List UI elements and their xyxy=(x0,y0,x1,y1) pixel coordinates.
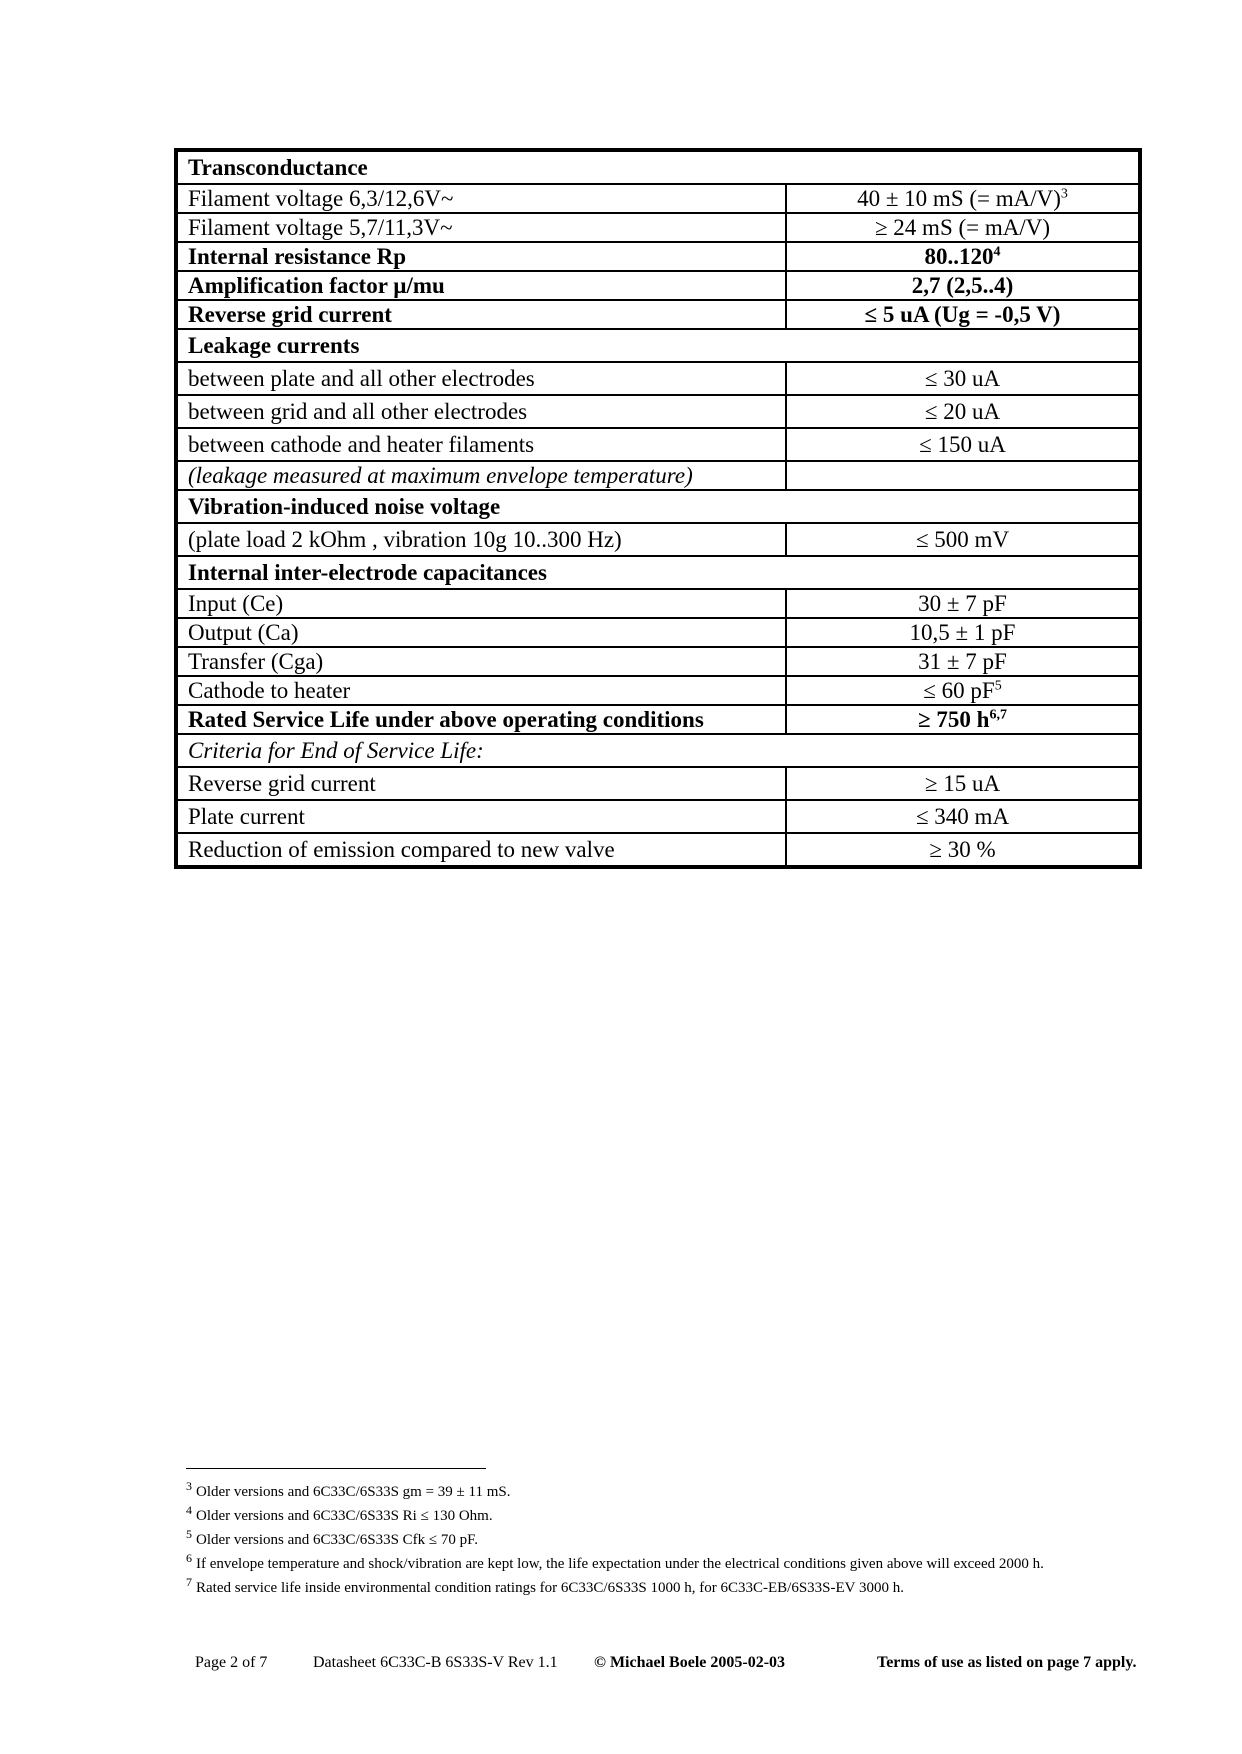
row-value xyxy=(786,676,1140,705)
footnote-number: 3 xyxy=(186,1479,192,1493)
row-label: Input (Ce) xyxy=(176,589,786,618)
footnote-text: Older versions and 6C33C/6S33S gm = 39 ± 11 mS. xyxy=(196,1484,511,1500)
row-value-text: ≤ 500 mV xyxy=(915,526,1010,552)
spec-table-body xyxy=(176,150,1140,867)
row-label: Cathode to heater xyxy=(176,676,786,705)
footnote-number: 7 xyxy=(186,1575,192,1589)
row-value xyxy=(786,184,1140,213)
row-label: Reduction of emission compared to new valve xyxy=(176,833,786,867)
row-value-text: 30 ± 7 pF xyxy=(918,590,1007,616)
footer-document-title: Datasheet 6C33C-B 6S33S-V Rev 1.1 xyxy=(313,1654,558,1671)
row-label: between grid and all other electrodes xyxy=(176,395,786,428)
row-value xyxy=(786,362,1140,395)
row-label: Plate current xyxy=(176,800,786,833)
table-row xyxy=(176,705,1140,734)
row-value xyxy=(786,395,1140,428)
footnote-reference: 4 xyxy=(993,243,1001,259)
table-row xyxy=(176,556,1140,589)
footnote xyxy=(186,1576,1176,1600)
row-value xyxy=(786,647,1140,676)
table-row xyxy=(176,618,1140,647)
row-value xyxy=(786,271,1140,300)
table-row xyxy=(176,523,1140,556)
row-value xyxy=(786,523,1140,556)
row-label: Rated Service Life under above operating conditions xyxy=(176,705,786,734)
row-label: Amplification factor µ/mu xyxy=(176,271,786,300)
row-value-text: 2,7 (2,5..4) xyxy=(911,272,1014,298)
footnote xyxy=(186,1504,1176,1528)
row-value-text: ≤ 150 uA xyxy=(919,431,1006,457)
row-value xyxy=(786,428,1140,461)
row-label: Internal resistance Rp xyxy=(176,242,786,271)
row-value xyxy=(786,767,1140,800)
table-row xyxy=(176,833,1140,867)
table-row xyxy=(176,589,1140,618)
footnote-separator xyxy=(186,1468,486,1469)
row-value xyxy=(786,800,1140,833)
footnote-text: If envelope temperature and shock/vibration are kept low, the life expectation under the electrical conditions given above will exceed 2000 h. xyxy=(196,1556,1044,1572)
table-row xyxy=(176,213,1140,242)
footnote-reference: 5 xyxy=(994,677,1002,693)
table-row xyxy=(176,676,1140,705)
row-value xyxy=(786,705,1140,734)
row-value-text: ≤ 60 pF xyxy=(923,677,995,703)
row-value-text: 31 ± 7 pF xyxy=(918,648,1007,674)
footnote xyxy=(186,1528,1176,1552)
table-row xyxy=(176,362,1140,395)
row-value xyxy=(786,618,1140,647)
row-value-text: ≤ 340 mA xyxy=(915,803,1010,829)
table-row xyxy=(176,300,1140,329)
row-label: (leakage measured at maximum envelope temperature) xyxy=(176,461,786,490)
row-label: (plate load 2 kOhm , vibration 10g 10..300 Hz) xyxy=(176,523,786,556)
table-row xyxy=(176,150,1140,184)
footnote-text: Older versions and 6C33C/6S33S Ri ≤ 130 Ohm. xyxy=(196,1508,493,1524)
footer-page-number: Page 2 of 7 xyxy=(195,1654,268,1671)
table-row xyxy=(176,767,1140,800)
footnotes xyxy=(186,1480,1176,1600)
row-value-text: ≥ 15 uA xyxy=(924,770,1001,796)
table-row xyxy=(176,184,1140,213)
row-label: between cathode and heater filaments xyxy=(176,428,786,461)
footer-copyright: © Michael Boele 2005-02-03 xyxy=(594,1654,786,1671)
footnote-reference: 3 xyxy=(1060,185,1068,201)
table-row xyxy=(176,242,1140,271)
spec-table xyxy=(174,148,1142,869)
row-label: Leakage currents xyxy=(176,329,1140,362)
footnote-number: 6 xyxy=(186,1551,192,1565)
row-value-text: 10,5 ± 1 pF xyxy=(909,619,1016,645)
table-row xyxy=(176,329,1140,362)
row-value xyxy=(786,833,1140,867)
row-value-text: 40 ± 10 mS (= mA/V) xyxy=(857,185,1061,211)
row-value xyxy=(786,213,1140,242)
row-label: Filament voltage 5,7/11,3V~ xyxy=(176,213,786,242)
table-row xyxy=(176,490,1140,523)
table-row xyxy=(176,395,1140,428)
row-value-text: ≤ 5 uA (Ug = -0,5 V) xyxy=(864,301,1061,327)
row-label: Criteria for End of Service Life: xyxy=(176,734,1140,767)
row-value-text: ≥ 24 mS (= mA/V) xyxy=(874,214,1051,240)
footnote xyxy=(186,1552,1176,1576)
row-value-text: ≥ 750 h xyxy=(918,706,990,732)
footnote-number: 5 xyxy=(186,1527,192,1541)
table-row xyxy=(176,461,1140,490)
footnote-reference: 6,7 xyxy=(989,706,1007,722)
footnote-text: Rated service life inside environmental condition ratings for 6C33C/6S33S 1000 h, for 6C33C-EB/6S33S-EV 3000 h. xyxy=(196,1580,904,1596)
footnote xyxy=(186,1480,1176,1504)
row-value xyxy=(786,300,1140,329)
row-value xyxy=(786,461,1140,490)
row-label: Transconductance xyxy=(176,150,1140,184)
row-label: Vibration-induced noise voltage xyxy=(176,490,1140,523)
table-row xyxy=(176,428,1140,461)
footnote-text: Older versions and 6C33C/6S33S Cfk ≤ 70 pF. xyxy=(196,1532,479,1548)
footnote-number: 4 xyxy=(186,1503,192,1517)
footer-terms: Terms of use as listed on page 7 apply. xyxy=(877,1654,1137,1671)
row-label: between plate and all other electrodes xyxy=(176,362,786,395)
row-label: Filament voltage 6,3/12,6V~ xyxy=(176,184,786,213)
row-value xyxy=(786,589,1140,618)
row-value-text: ≥ 30 % xyxy=(929,836,996,862)
row-value-text: ≤ 20 uA xyxy=(924,398,1001,424)
table-row xyxy=(176,800,1140,833)
table-row xyxy=(176,734,1140,767)
row-label: Output (Ca) xyxy=(176,618,786,647)
row-value xyxy=(786,242,1140,271)
row-value-text: ≤ 30 uA xyxy=(924,365,1001,391)
table-row xyxy=(176,271,1140,300)
page-footer xyxy=(0,1654,1242,1678)
row-value-text: 80..120 xyxy=(924,243,994,269)
row-label: Reverse grid current xyxy=(176,767,786,800)
table-row xyxy=(176,647,1140,676)
row-label: Internal inter-electrode capacitances xyxy=(176,556,1140,589)
row-label: Transfer (Cga) xyxy=(176,647,786,676)
row-label: Reverse grid current xyxy=(176,300,786,329)
